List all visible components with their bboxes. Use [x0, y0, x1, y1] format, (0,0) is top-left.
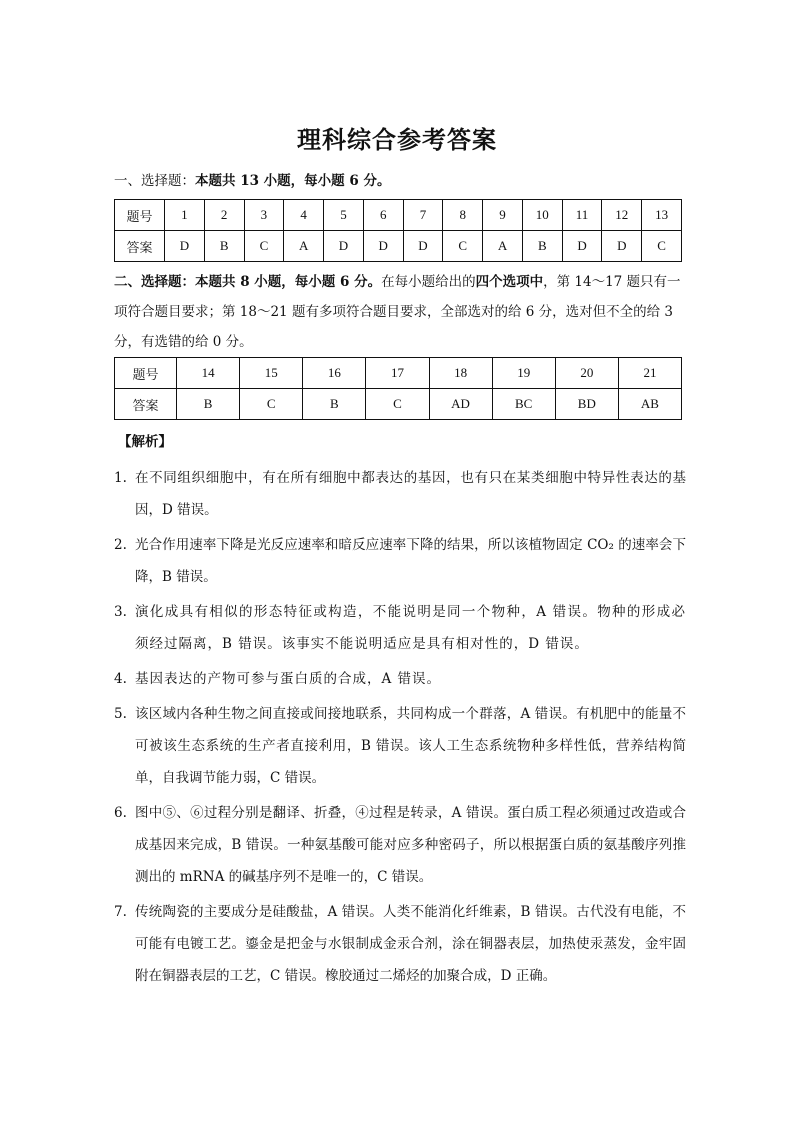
question-number: 5 [324, 200, 364, 231]
question-number: 15 [240, 358, 303, 389]
answer-cell: AB [618, 389, 681, 420]
page-title: 理科综合参考答案 [297, 126, 497, 154]
analysis-item [114, 462, 686, 526]
item-text: 基因表达的产物可参与蛋白质的合成，A 错误。 [135, 671, 442, 687]
question-number: 17 [366, 358, 429, 389]
item-text: 图中⑤、⑥过程分别是翻译、折叠，④过程是转录，A 错误。蛋白质工程必须通过改造或合成基因来完成，B 错误。一种氨基酸可能对应多种密码子，所以根据蛋白质的氨基酸序列推测出的 mRNA 的碱基序列不是唯一的，C 错误。 [135, 805, 686, 885]
item-number: 5. [114, 706, 127, 722]
answer-table-2 [114, 357, 682, 420]
analysis-item [114, 529, 686, 593]
answer-cell: BD [555, 389, 618, 420]
analysis-item [114, 896, 686, 992]
item-number: 1. [114, 470, 127, 486]
answer-cell: C [642, 231, 682, 262]
question-number: 13 [642, 200, 682, 231]
section-2-rule: ，第 14～17 题只有一项符合题目要求；第 18～21 题有多项符合题目要求，全部选对的给 6 分，选对但不全的给 3 分，有选错的给 0 分。 [114, 274, 681, 350]
question-number: 20 [555, 358, 618, 389]
answer-cell: C [366, 389, 429, 420]
question-number: 19 [492, 358, 555, 389]
analysis-list [114, 462, 686, 995]
answer-cell: AD [429, 389, 492, 420]
section-2-emphasis: 四个选项中 [475, 274, 544, 290]
analysis-item [114, 797, 686, 893]
section-2-prefix: 二、选择题：本题共 8 小题，每小题 6 分。 [114, 274, 382, 290]
question-number: 14 [177, 358, 240, 389]
item-text: 在不同组织细胞中，有在所有细胞中都表达的基因，也有只在某类细胞中特异性表达的基因，D 错误。 [135, 470, 686, 518]
question-number: 6 [363, 200, 403, 231]
answer-cell: B [303, 389, 366, 420]
answer-cell: C [240, 389, 303, 420]
section-1-rule: 本题共 13 小题，每小题 6 分。 [195, 173, 391, 189]
row-label-answer: 答案 [115, 389, 177, 420]
item-number: 7. [114, 904, 127, 920]
item-text: 传统陶瓷的主要成分是硅酸盐，A 错误。人类不能消化纤维素，B 错误。古代没有电能，不可能有电镀工艺。鎏金是把金与水银制成金汞合剂，涂在铜器表层，加热使汞蒸发，金牢固附在铜器表层的工艺，C 错误。橡胶通过二烯烃的加聚合成，D 正确。 [135, 904, 686, 984]
answer-cell: D [363, 231, 403, 262]
analysis-item [114, 698, 686, 794]
section-1-colon: ： [181, 173, 195, 189]
item-number: 6. [114, 805, 127, 821]
row-label-question: 题号 [115, 200, 165, 231]
question-number: 4 [284, 200, 324, 231]
row-label-answer: 答案 [115, 231, 165, 262]
question-number: 12 [602, 200, 642, 231]
question-number: 10 [522, 200, 562, 231]
answer-cell: B [177, 389, 240, 420]
question-number: 18 [429, 358, 492, 389]
question-number: 11 [562, 200, 602, 231]
answer-cell: A [483, 231, 523, 262]
item-text: 光合作用速率下降是光反应速率和暗反应速率下降的结果，所以该植物固定 CO₂ 的速率会下降，B 错误。 [135, 537, 686, 585]
answer-cell: D [165, 231, 205, 262]
section-2-heading [114, 267, 684, 357]
section-2-middle: 在每小题给出的 [381, 274, 476, 290]
item-text: 该区域内各种生物之间直接或间接地联系，共同构成一个群落，A 错误。有机肥中的能量不可被该生态系统的生产者直接利用，B 错误。该人工生态系统物种多样性低，营养结构简单，自我调节能力弱，C 错误。 [135, 706, 686, 786]
table-2-question-row [115, 358, 682, 389]
answer-cell: D [403, 231, 443, 262]
analysis-heading: 【解析】 [118, 434, 172, 450]
section-1-prefix: 一、选择题 [114, 173, 182, 189]
analysis-item [114, 663, 686, 695]
table-1-question-row [115, 200, 682, 231]
answer-cell: B [204, 231, 244, 262]
answer-table-1 [114, 199, 682, 262]
question-number: 21 [618, 358, 681, 389]
question-number: 7 [403, 200, 443, 231]
question-number: 9 [483, 200, 523, 231]
question-number: 1 [165, 200, 205, 231]
question-number: 16 [303, 358, 366, 389]
table-1-answer-row [115, 231, 682, 262]
item-number: 4. [114, 671, 127, 687]
item-number: 2. [114, 537, 127, 553]
answer-cell: A [284, 231, 324, 262]
item-number: 3. [114, 604, 127, 620]
answer-cell: D [562, 231, 602, 262]
section-1-heading [114, 166, 684, 196]
answer-cell: D [602, 231, 642, 262]
answer-cell: BC [492, 389, 555, 420]
question-number: 8 [443, 200, 483, 231]
row-label-question: 题号 [115, 358, 177, 389]
answer-cell: C [244, 231, 284, 262]
question-number: 2 [204, 200, 244, 231]
answer-cell: D [324, 231, 364, 262]
analysis-item [114, 596, 686, 660]
table-2-answer-row [115, 389, 682, 420]
answer-cell: C [443, 231, 483, 262]
item-text: 演化成具有相似的形态特征或构造，不能说明是同一个物种，A 错误。物种的形成必须经过隔离，B 错误。该事实不能说明适应是具有相对性的，D 错误。 [135, 604, 686, 652]
question-number: 3 [244, 200, 284, 231]
answer-cell: B [522, 231, 562, 262]
